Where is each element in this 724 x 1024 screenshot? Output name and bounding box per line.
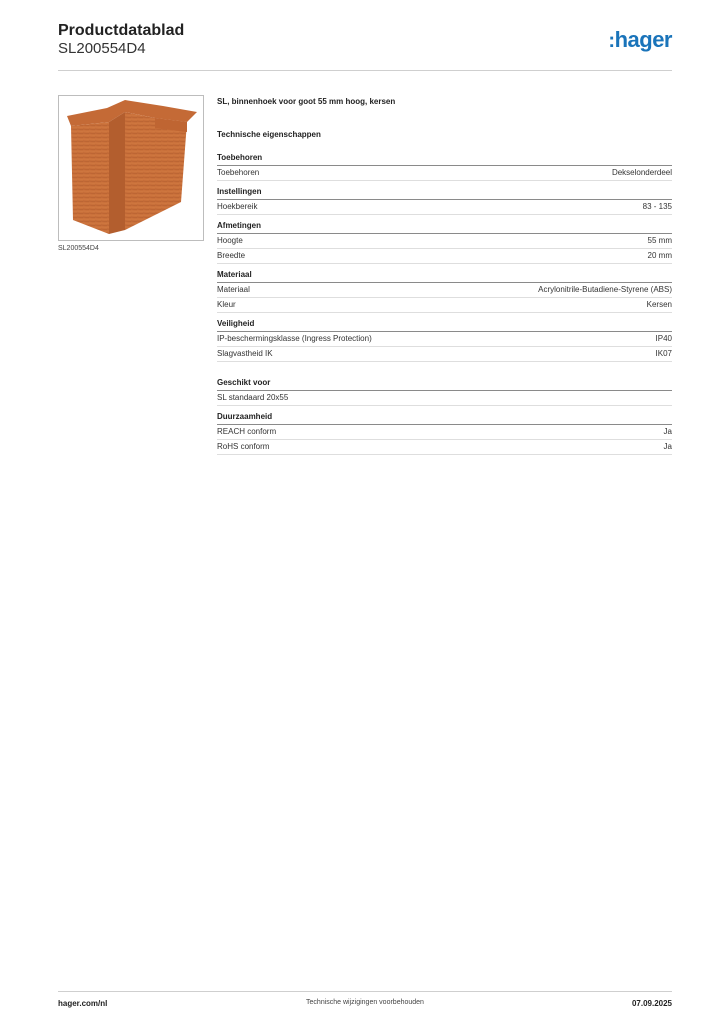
property-row [217,425,672,440]
property-row [217,249,672,264]
section-geschikt-voor [217,378,672,406]
property-value: Acrylonitrile-Butadiene-Styrene (ABS) [538,285,672,294]
section-afmetingen [217,221,672,264]
property-value: IP40 [655,334,672,343]
property-value: 55 mm [647,236,672,245]
property-label: Breedte [217,251,246,260]
property-label: Hoogte [217,236,243,245]
section-veiligheid [217,319,672,362]
section-title: Materiaal [217,270,672,283]
property-row [217,200,672,215]
property-row [217,391,672,406]
product-code: SL200554D4 [58,40,146,57]
page-header [58,22,672,71]
section-title: Instellingen [217,187,672,200]
hager-logo [608,27,672,53]
section-title: Duurzaamheid [217,412,672,425]
property-label: Toebehoren [217,168,260,177]
property-label: IP-beschermingsklasse (Ingress Protection) [217,334,372,343]
image-caption: SL200554D4 [58,245,99,252]
footer-notice: Technische wijzigingen voorbehouden [306,999,424,1006]
product-image-graphic [59,96,203,240]
logo-mark: : [608,30,615,52]
footer-date: 07.09.2025 [631,999,672,1008]
property-label: SL standaard 20x55 [217,393,289,402]
property-row [217,332,672,347]
section-toebehoren [217,153,672,181]
product-details [217,97,672,461]
section-materiaal [217,270,672,313]
section-title: Veiligheid [217,319,672,332]
property-value: Dekselonderdeel [611,168,672,177]
property-label: Hoekbereik [217,202,258,211]
website-link[interactable]: hager.com/nl [58,999,108,1008]
property-value: IK07 [655,349,672,358]
property-row [217,347,672,362]
section-title: Geschikt voor [217,378,672,391]
property-label: Slagvastheid IK [217,349,273,358]
page-footer [58,991,672,1012]
property-value: Ja [663,427,672,436]
property-row [217,283,672,298]
property-value: Kersen [646,300,672,309]
document-title: Productdatablad [58,22,185,39]
section-instellingen [217,187,672,215]
property-value: 83 - 135 [642,202,672,211]
property-label: RoHS conform [217,442,270,451]
property-row [217,166,672,181]
property-row [217,298,672,313]
property-label: REACH conform [217,427,277,436]
section-duurzaamheid [217,412,672,455]
property-label: Kleur [217,300,236,309]
product-image [58,95,204,241]
property-value: Ja [663,442,672,451]
property-row [217,440,672,455]
logo-text: hager [614,27,672,52]
property-label: Materiaal [217,285,250,294]
property-value: 20 mm [647,251,672,260]
section-title: Afmetingen [217,221,672,234]
property-row [217,234,672,249]
technical-properties-heading: Technische eigenschappen [217,130,321,139]
section-title: Toebehoren [217,153,672,166]
product-title: SL, binnenhoek voor goot 55 mm hoog, kersen [217,97,396,106]
